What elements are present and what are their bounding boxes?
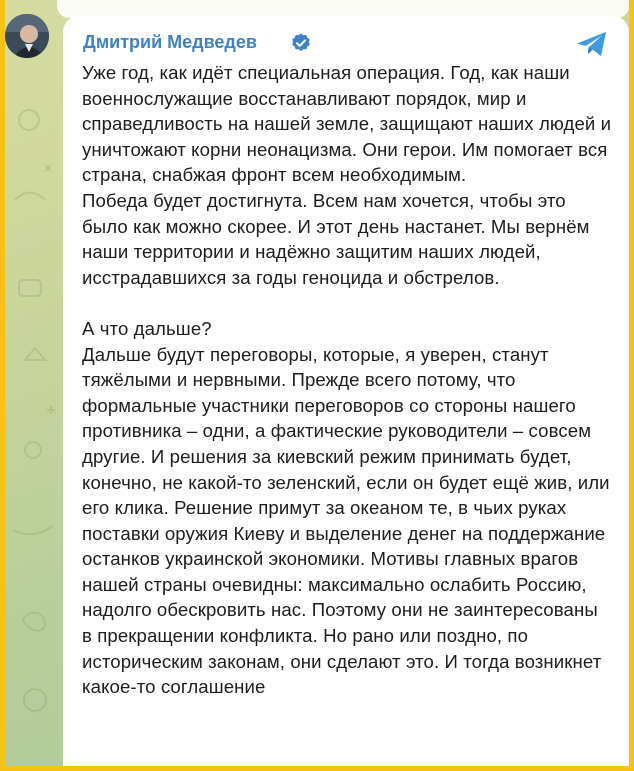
message-paragraph: Победа будет достигнута. Всем нам хочется, чтобы это было как можно скорее. И этот день настанет. Мы вернём наши территории и надёжно защитим наших людей, исстрадавшихся за годы геноцида и обстрелов. [82, 189, 590, 288]
message-paragraph: А что дальше? [82, 317, 212, 339]
avatar[interactable] [5, 14, 49, 58]
chat-background [5, 0, 629, 766]
message-paragraph: Дальше будут переговоры, которые, я уверен, станут тяжёлыми и нервными. Прежде всего потому, что формальные участники переговоров со стороны нашего противника – одни, а фактические руководители – совсем другие. И решения за киевский режим принимать будет, конечно, не какой-то зеленский, если он будет ещё жив, или его клика. Решение примут за океаном те, в чьих руках поставки оружия Киеву и выделение денег на поддержание останков украинской экономики. Мотивы главных врагов нашей страны очевидны: максимально ослабить Россию, надолго обескровить нас. Поэтому они не заинтересованы в прекращении конфликта. Но рано или поздно, по историческим законам, они сделают это. И тогда возникнет какое-то соглашение [82, 343, 610, 698]
verified-badge-icon [290, 32, 312, 54]
telegram-icon[interactable] [575, 30, 609, 58]
channel-name[interactable]: Дмитрий Медведев [83, 32, 257, 52]
message-header [83, 30, 609, 58]
message-bubble [63, 16, 629, 766]
message-paragraph: Уже год, как идёт специальная операция. Год, как наши военнослужащие восстанавливают порядок, мир и справедливость на нашей земле, защищают наших людей и уничтожают корни неонацизма. Они герои. Им помогает вся страна, снабжая фронт всем необходимым. [82, 62, 612, 186]
message-text [82, 60, 612, 700]
